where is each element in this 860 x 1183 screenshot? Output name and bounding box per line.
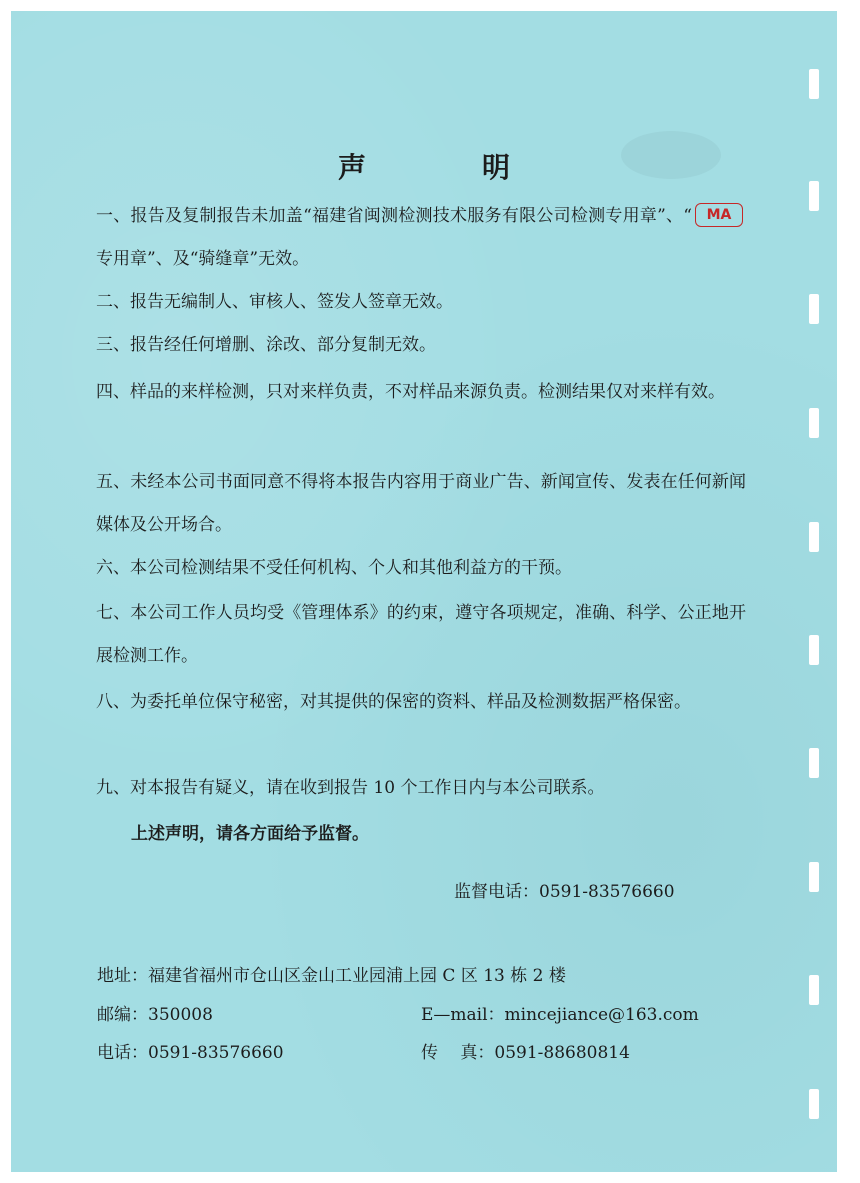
clause-text: 报告无编制人、审核人、签发人签章无效。: [130, 292, 453, 312]
clause-number: 七、: [96, 603, 131, 623]
binding-mark: [809, 69, 819, 99]
email-label: E—mail：: [421, 1005, 505, 1025]
supervision-phone: [454, 876, 675, 908]
contact-phone: [97, 1037, 284, 1069]
clause-text: 为委托单位保守秘密，对其提供的保密的资料、样品及检测数据严格保密。: [130, 692, 691, 712]
clause-9: [96, 767, 746, 810]
clause-1: [96, 195, 746, 281]
binding-mark: [809, 975, 819, 1005]
contact-address: [97, 960, 566, 992]
binding-mark: [809, 862, 819, 892]
postcode-value: 350008: [148, 1005, 213, 1025]
clause-3: [96, 324, 746, 367]
contact-fax: [421, 1037, 630, 1069]
binding-mark: [809, 635, 819, 665]
binding-mark: [809, 408, 819, 438]
phone-label: 电话：: [97, 1043, 148, 1063]
cma-logo-icon: MA: [695, 203, 743, 227]
postcode-label: 邮编：: [97, 1005, 148, 1025]
clause-number: 六、: [96, 558, 130, 578]
fax-label: 传 真：: [421, 1043, 495, 1063]
clause-number: 二、: [96, 292, 130, 312]
page-title: 声 明: [337, 151, 554, 184]
clause-text: 未经本公司书面同意不得将本报告内容用于商业广告、新闻宣传、发表在任何新闻媒体及公开场合。: [96, 472, 747, 535]
clause-number: 四、: [96, 382, 130, 402]
declaration-page: [11, 11, 837, 1172]
binding-mark: [809, 1089, 819, 1119]
clause-text: 本公司检测结果不受任何机构、个人和其他利益方的干预。: [130, 558, 572, 578]
closing-statement: 上述声明，请各方面给予监督。: [131, 824, 369, 844]
phone-value: 0591-83576660: [148, 1043, 284, 1063]
clause-text: 专用章”、及“骑缝章”无效。: [96, 249, 310, 269]
clause-4: [96, 371, 746, 414]
clause-6: [96, 547, 746, 590]
fax-value: 0591-88680814: [494, 1043, 630, 1063]
clause-text: 本公司工作人员均受《管理体系》的约束，遵守各项规定，准确、科学、公正地开展检测工作。: [96, 603, 747, 666]
clause-number: 八、: [96, 692, 130, 712]
clause-text: 样品的来样检测，只对来样负责，不对样品来源负责。检测结果仅对来样有效。: [130, 382, 725, 402]
clause-5: [96, 461, 746, 547]
contact-postcode: [97, 999, 213, 1031]
clause-text: 报告及复制报告未加盖“福建省闽测检测技术服务有限公司检测专用章”、“: [130, 206, 692, 226]
binding-mark: [809, 748, 819, 778]
clause-8: [96, 681, 746, 724]
address-value: 福建省福州市仓山区金山工业园浦上园 C 区 13 栋 2 楼: [148, 966, 566, 986]
clause-2: [96, 281, 746, 324]
contact-email: [421, 999, 699, 1031]
supervision-phone-label: 监督电话：: [454, 882, 539, 902]
clause-text: 报告经任何增删、涂改、部分复制无效。: [130, 335, 436, 355]
clause-number: 一、: [96, 206, 131, 226]
email-value: mincejiance@163.com: [504, 1005, 699, 1025]
supervision-phone-value: 0591-83576660: [539, 882, 675, 902]
binding-mark: [809, 294, 819, 324]
address-label: 地址：: [97, 966, 148, 986]
clause-7: [96, 592, 746, 678]
clause-text: 对本报告有疑义，请在收到报告 10 个工作日内与本公司联系。: [130, 778, 605, 798]
clause-number: 九、: [96, 778, 130, 798]
clause-number: 三、: [96, 335, 130, 355]
binding-mark: [809, 522, 819, 552]
clause-number: 五、: [96, 472, 131, 492]
